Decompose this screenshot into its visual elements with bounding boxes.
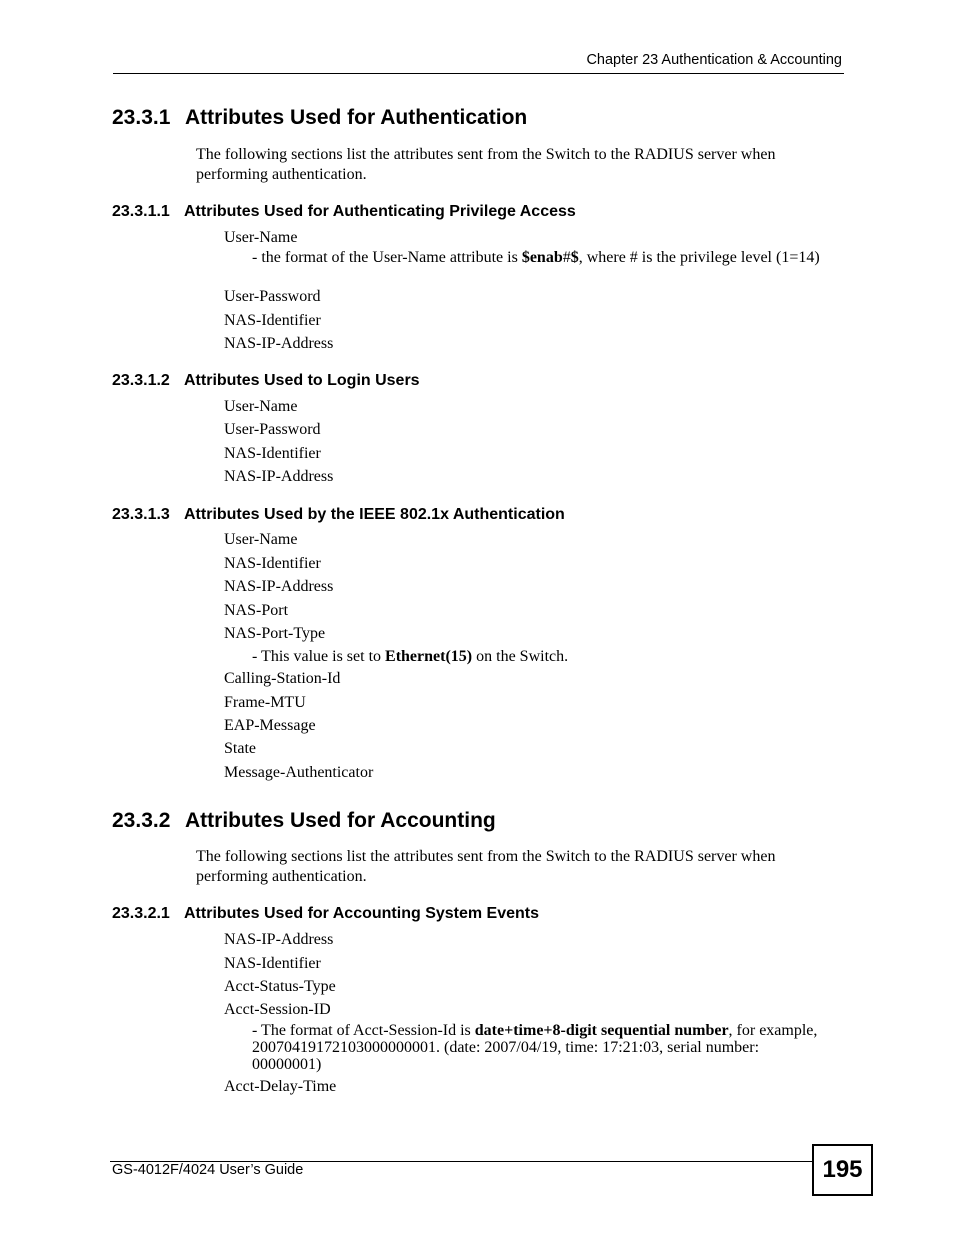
header-rule [113, 73, 844, 74]
list-item: User-Name [224, 531, 298, 548]
list-item: NAS-IP-Address [224, 578, 334, 595]
subsection-heading-login [112, 372, 420, 390]
guide-title: GS-4012F/4024 User’s Guide [112, 1162, 304, 1178]
list-item: Acct-Delay-Time [224, 1078, 337, 1095]
list-item: NAS-Identifier [224, 445, 321, 462]
subsection-number: 23.3.2.1 [112, 905, 170, 922]
authentication-intro: The following sections list the attributes sent from the Switch to the RADIUS server when performing authentication. [196, 146, 776, 183]
page-number: 195 [812, 1144, 873, 1196]
section-title: Attributes Used for Authentication [185, 106, 528, 129]
list-item: State [224, 740, 256, 757]
list-item: NAS-IP-Address [224, 931, 334, 948]
list-item: User-Password [224, 421, 321, 438]
list-item: Acct-Session-ID [224, 1001, 331, 1018]
nas-port-type-note: - This value is set to Ethernet(15) on the Switch. [252, 648, 569, 665]
subsection-number: 23.3.1.3 [112, 506, 170, 523]
section-number: 23.3.2 [112, 809, 171, 832]
list-item: NAS-Port-Type [224, 625, 326, 642]
subsection-title: Attributes Used for Authenticating Privilege Access [184, 203, 576, 220]
list-item: EAP-Message [224, 717, 316, 734]
list-item: User-Password [224, 288, 321, 305]
list-item: NAS-Identifier [224, 955, 321, 972]
list-item: Acct-Status-Type [224, 978, 336, 995]
section-number: 23.3.1 [112, 106, 171, 129]
list-item: Frame-MTU [224, 694, 306, 711]
list-item: User-Name [224, 229, 298, 246]
list-item: NAS-IP-Address [224, 468, 334, 485]
subsection-title: Attributes Used for Accounting System Events [184, 905, 540, 922]
list-item: Message-Authenticator [224, 764, 374, 781]
running-header: Chapter 23 Authentication & Accounting [586, 52, 842, 68]
list-item: Calling-Station-Id [224, 670, 341, 687]
user-name-format-note: - the format of the User-Name attribute is $enab#$, where # is the privilege level (1=14) [252, 249, 820, 266]
list-item: User-Name [224, 398, 298, 415]
section-heading-accounting [112, 809, 496, 833]
subsection-heading-ieee [112, 506, 565, 524]
subsection-heading-system-events [112, 905, 539, 923]
subsection-number: 23.3.1.1 [112, 203, 170, 220]
list-item: NAS-Port [224, 602, 289, 619]
list-item: NAS-Identifier [224, 555, 321, 572]
section-heading-authentication [112, 106, 527, 130]
subsection-title: Attributes Used to Login Users [184, 372, 420, 389]
subsection-heading-privilege [112, 203, 576, 221]
subsection-title: Attributes Used by the IEEE 802.1x Authentication [184, 506, 565, 523]
accounting-intro: The following sections list the attributes sent from the Switch to the RADIUS server when performing authentication. [196, 848, 776, 885]
session-id-format-note: - The format of Acct-Session-Id is date+time+8-digit sequential number, for example, 20070419172103000000001. (date: 2007/04/19, time: 17:21:03, serial number: 00000001) [252, 1022, 818, 1073]
list-item: NAS-IP-Address [224, 335, 334, 352]
list-item: NAS-Identifier [224, 312, 321, 329]
section-title: Attributes Used for Accounting [185, 809, 496, 832]
subsection-number: 23.3.1.2 [112, 372, 170, 389]
